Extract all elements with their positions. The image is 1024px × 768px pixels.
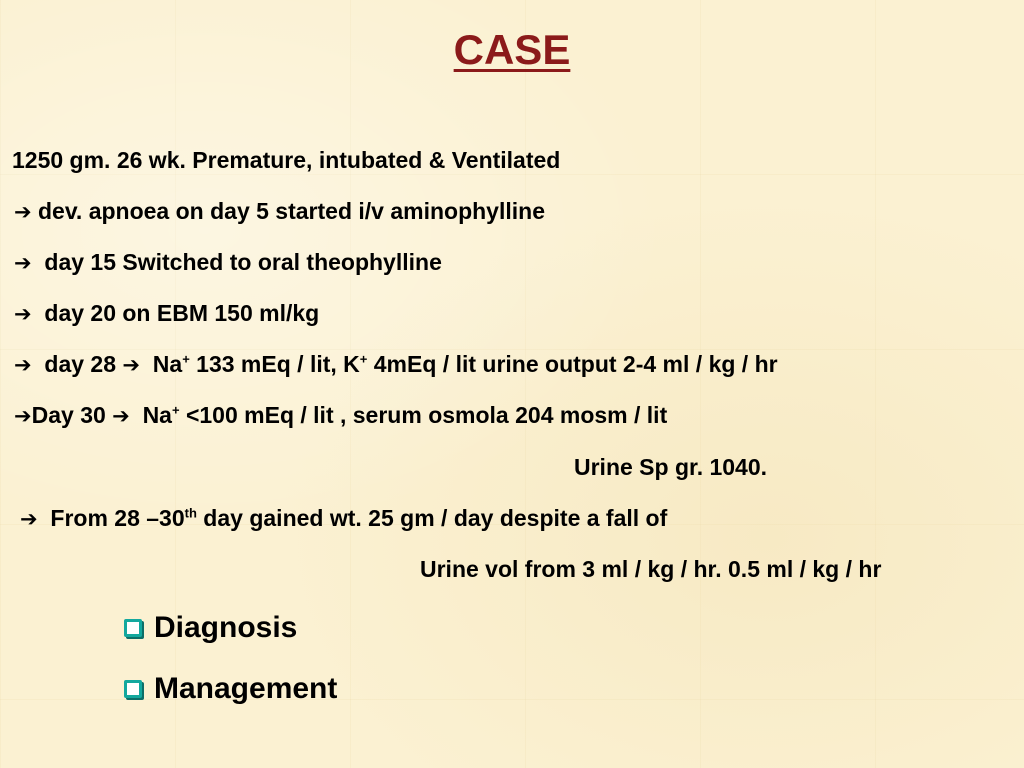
checkbox-bullet-icon — [124, 680, 142, 698]
bullet-management — [124, 671, 337, 707]
arrow-right-icon: ➔ — [14, 200, 32, 224]
superscript-plus: + — [182, 351, 190, 367]
superscript-plus: + — [359, 351, 368, 367]
case-line-9-text: Urine vol from 3 ml / kg / hr. 0.5 ml / kg / hr — [420, 556, 882, 582]
case-line-7 — [574, 452, 767, 482]
bullet-management-label: Management — [154, 672, 338, 705]
case-line-8-from: From 28 –30 — [50, 505, 185, 531]
case-line-3 — [14, 247, 442, 278]
case-line-6 — [14, 400, 667, 431]
case-line-3-text: day 15 Switched to oral theophylline — [44, 249, 442, 275]
case-line-2 — [14, 196, 545, 227]
case-line-4-text: day 20 on EBM 150 ml/kg — [44, 300, 320, 326]
arrow-right-icon: ➔ — [14, 404, 32, 428]
arrow-right-icon: ➔ — [14, 251, 32, 275]
arrow-right-icon: ➔ — [20, 507, 38, 531]
case-line-6-na: Na — [142, 402, 172, 428]
case-line-8 — [20, 503, 667, 534]
arrow-right-icon: ➔ — [14, 353, 32, 377]
case-line-4 — [14, 298, 319, 329]
case-line-5-values: 133 mEq / lit, K — [189, 351, 360, 377]
case-line-2-text: dev. apnoea on day 5 started i/v aminophylline — [38, 198, 545, 224]
case-line-8-text: day gained wt. 25 gm / day despite a fall of — [196, 505, 668, 531]
case-line-1-text: 1250 gm. 26 wk. Premature, intubated & Ventilated — [12, 147, 561, 173]
case-line-5-output: 4mEq / lit urine output 2-4 ml / kg / hr — [367, 351, 778, 377]
case-line-7-text: Urine Sp gr. 1040. — [574, 454, 768, 480]
case-line-9 — [420, 554, 881, 584]
superscript-plus: + — [171, 402, 180, 418]
case-line-5-na: Na — [152, 351, 183, 377]
bullet-diagnosis — [124, 610, 297, 646]
slide-title: CASE — [453, 26, 571, 73]
bullet-diagnosis-label: Diagnosis — [154, 611, 298, 644]
superscript-th: th — [184, 505, 197, 521]
arrow-right-icon: ➔ — [14, 302, 32, 326]
case-line-5-day: day 28 — [44, 351, 116, 377]
arrow-right-icon: ➔ — [112, 404, 130, 428]
case-line-6-day: Day 30 — [31, 402, 106, 428]
case-line-5 — [14, 349, 778, 380]
case-line-6-values: <100 mEq / lit , serum osmola 204 mosm / lit — [179, 402, 668, 428]
checkbox-bullet-icon — [124, 619, 142, 637]
arrow-right-icon: ➔ — [122, 353, 140, 377]
case-line-1 — [12, 145, 560, 175]
